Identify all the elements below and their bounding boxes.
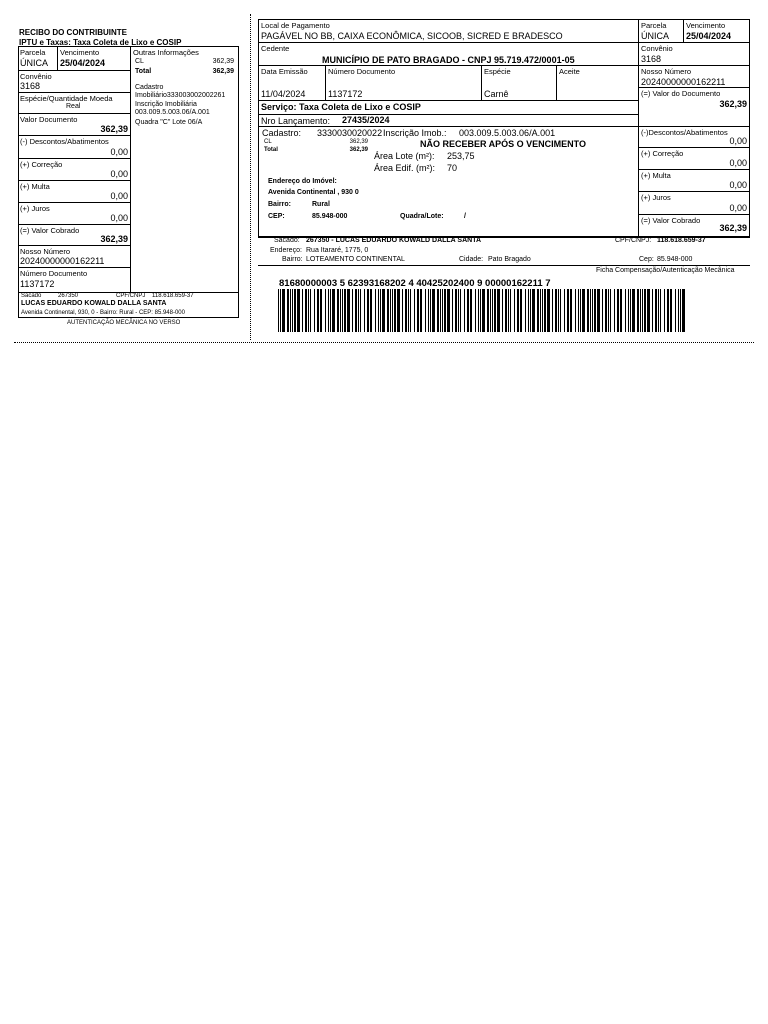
barcode-bar <box>647 289 650 332</box>
slip-juros-label: (+) Juros <box>641 193 671 202</box>
barcode-bar <box>320 289 322 332</box>
barcode-bar <box>658 289 659 332</box>
slip-endereco2-value: Rua Itararé, 1775, 0 <box>306 247 369 254</box>
barcode-bar <box>282 289 285 332</box>
barcode-bar <box>467 289 469 332</box>
barcode-bar <box>614 289 615 332</box>
receipt-title: RECIBO DO CONTRIBUINTE <box>19 28 127 37</box>
barcode-bar <box>402 289 403 332</box>
barcode-bar <box>370 289 372 332</box>
slip-sacado-line: 267350 - LUCAS EDUARDO KOWALD DALLA SANTA <box>306 237 482 244</box>
receipt-outras-label: Outras Informações <box>133 48 199 57</box>
slip-valor-doc-label: (=) Valor do Documento <box>641 89 721 98</box>
barcode-bar <box>655 289 657 332</box>
slip-cidade-value: Pato Bragado <box>488 256 531 263</box>
barcode-bar <box>490 289 491 332</box>
slip-especie-label: Espécie <box>484 67 511 76</box>
barcode-bar <box>667 289 669 332</box>
barcode-bar <box>290 289 291 332</box>
barcode-bar <box>444 289 446 332</box>
barcode-bar <box>644 289 646 332</box>
barcode-bar <box>487 289 489 332</box>
barcode-bar <box>410 289 411 332</box>
barcode-bar <box>305 289 307 332</box>
slip-cpf-label: CPF/CNPJ: <box>615 237 652 244</box>
barcode-bar <box>332 289 335 332</box>
slip-multa-value: 0,00 <box>729 180 747 190</box>
barcode-bar <box>617 289 619 332</box>
barcode-bar <box>632 289 635 332</box>
slip-bairro-label: Bairro: <box>268 201 291 208</box>
receipt-correcao-label: (+) Correção <box>20 160 63 169</box>
barcode-bar <box>610 289 611 332</box>
slip-cedente-value: MUNICÍPIO DE PATO BRAGADO - CNPJ 95.719.472/0001-05 <box>322 55 575 65</box>
barcode-bar <box>514 289 515 332</box>
slip-endereco-label: Endereço do Imóvel: <box>268 178 337 185</box>
barcode-bar <box>678 289 679 332</box>
slip-cep2-value: 85.948-000 <box>657 256 693 263</box>
barcode-bar <box>328 289 329 332</box>
barcode-bar <box>378 289 379 332</box>
slip-cedente-label: Cedente <box>261 44 290 53</box>
receipt-subtitle: IPTU e Taxas: Taxa Coleta de Lixo e COSIP <box>19 38 182 47</box>
slip-total-value: 362,39 <box>349 147 368 153</box>
receipt-cobrado-label: (=) Valor Cobrado <box>20 226 80 235</box>
barcode-bar <box>358 289 359 332</box>
cut-line-horizontal <box>14 342 754 343</box>
barcode-bar <box>308 289 309 332</box>
receipt-multa-value: 0,00 <box>110 191 128 201</box>
barcode-bar <box>310 289 311 332</box>
receipt-inscricao-line2: 003.009.5.003.06/A.001 <box>135 109 210 116</box>
receipt-especie-value: Real <box>66 103 81 110</box>
receipt-convenio-label: Convênio <box>20 72 52 81</box>
receipt-sacado-code: 267350 <box>58 293 79 299</box>
barcode-bar <box>475 289 476 332</box>
barcode-bar <box>437 289 439 332</box>
barcode-bar <box>297 289 300 332</box>
barcode-bar <box>458 289 459 332</box>
barcode-bar <box>325 289 326 332</box>
barcode-bar <box>660 289 661 332</box>
slip-vencimento-value: 25/04/2024 <box>686 31 732 41</box>
slip-inscricao-value: 003.009.5.003.06/A.001 <box>459 128 556 138</box>
barcode-bar <box>492 289 493 332</box>
barcode-bar <box>278 289 279 332</box>
receipt-juros-value: 0,00 <box>110 213 128 223</box>
slip-area-lote-value: 253,75 <box>447 151 475 161</box>
receipt-numdoc-label: Número Documento <box>20 269 88 278</box>
receipt-numdoc-value: 1137172 <box>20 279 55 289</box>
barcode-bar <box>455 289 457 332</box>
slip-area-edif-value: 70 <box>447 163 458 173</box>
barcode-bar <box>602 289 603 332</box>
barcode-bar <box>530 289 531 332</box>
receipt-sacado-address: Avenida Continental, 930, 0 - Bairro: Rural - CEP: 85.948-000 <box>21 310 185 316</box>
receipt-juros-label: (+) Juros <box>20 204 50 213</box>
barcode-bar <box>482 289 485 332</box>
slip-parcela-value: ÚNICA <box>641 31 670 41</box>
barcode-bar <box>380 289 381 332</box>
receipt-cadastro-line2: Imobiliário333003002002261 <box>135 92 226 99</box>
slip-vencimento-label: Vencimento <box>686 21 726 30</box>
barcode-bar <box>478 289 479 332</box>
barcode-bar <box>555 289 557 332</box>
barcode-bar <box>387 289 389 332</box>
slip-correcao-label: (+) Correção <box>641 149 684 158</box>
barcode-bar <box>590 289 591 332</box>
barcode <box>278 289 686 332</box>
slip-nosso-label: Nosso Número <box>641 67 692 76</box>
slip-parcela-label: Parcela <box>641 21 667 30</box>
barcode-bar <box>580 289 581 332</box>
barcode-bar <box>428 289 429 332</box>
slip-local-label: Local de Pagamento <box>261 21 330 30</box>
barcode-bar <box>480 289 481 332</box>
barcode-bar <box>594 289 596 332</box>
receipt-total-value: 362,39 <box>212 68 234 75</box>
barcode-bar <box>355 289 357 332</box>
barcode-bar <box>420 289 422 332</box>
barcode-bar <box>405 289 407 332</box>
barcode-bar <box>570 289 572 332</box>
receipt-cl-value: 362,39 <box>212 58 234 65</box>
barcode-bar <box>464 289 465 332</box>
receipt-vencimento-label: Vencimento <box>60 48 100 57</box>
slip-data-emissao-value: 11/04/2024 <box>261 89 306 99</box>
slip-convenio-label: Convênio <box>641 44 673 53</box>
receipt-correcao-value: 0,00 <box>110 169 128 179</box>
barcode-bar <box>520 289 522 332</box>
barcode-bar <box>390 289 391 332</box>
slip-servico: Serviço: Taxa Coleta de Lixo e COSIP <box>261 102 421 112</box>
receipt-parcela-label: Parcela <box>20 48 46 57</box>
barcode-bar <box>314 289 315 332</box>
slip-cobrado-value: 362,39 <box>719 223 747 233</box>
barcode-bar <box>567 289 569 332</box>
barcode-bar <box>608 289 609 332</box>
barcode-bar <box>394 289 396 332</box>
barcode-bar <box>360 289 361 332</box>
receipt-cobrado-value: 362,39 <box>100 234 128 244</box>
slip-convenio-value: 3168 <box>641 54 662 64</box>
receipt-parcela-value: ÚNICA <box>20 58 49 68</box>
receipt-cadastro-line1: Cadastro <box>135 84 164 91</box>
barcode-bar <box>397 289 400 332</box>
barcode-bar <box>425 289 426 332</box>
receipt-descontos-label: (-) Descontos/Abatimentos <box>20 137 109 146</box>
slip-nosso-value: 20240000000162211 <box>641 77 726 87</box>
barcode-bar <box>508 289 509 332</box>
slip-nao-receber: NÃO RECEBER APÓS O VENCIMENTO <box>420 139 587 149</box>
slip-bairro2-value: LOTEAMENTO CONTINENTAL <box>306 256 405 263</box>
barcode-bar <box>497 289 500 332</box>
barcode-bar <box>587 289 589 332</box>
barcode-bar <box>392 289 393 332</box>
barcode-bar <box>414 289 415 332</box>
barcode-bar <box>652 289 653 332</box>
receipt-multa-label: (+) Multa <box>20 182 50 191</box>
barcode-bar <box>280 289 281 332</box>
slip-cpf-value: 118.618.659-37 <box>657 237 706 244</box>
barcode-bar <box>352 289 353 332</box>
slip-endereco-value: Avenida Continental , 930 0 <box>268 189 359 196</box>
receipt-nosso-value: 20240000000162211 <box>20 256 105 266</box>
barcode-bar <box>578 289 579 332</box>
barcode-bar <box>408 289 409 332</box>
barcode-bar <box>670 289 672 332</box>
receipt-total-label: Total <box>135 68 152 75</box>
barcode-bar <box>502 289 503 332</box>
barcode-bar <box>292 289 293 332</box>
slip-cl-value: 362,39 <box>349 139 368 145</box>
slip-juros-value: 0,00 <box>729 203 747 213</box>
barcode-bar <box>344 289 346 332</box>
barcode-bar <box>342 289 343 332</box>
barcode-bar <box>547 289 550 332</box>
slip-local-value: PAGÁVEL NO BB, CAIXA ECONÔMICA, SICOOB, SICRED E BRADESCO <box>261 31 563 41</box>
barcode-bar <box>440 289 441 332</box>
barcode-bar <box>532 289 535 332</box>
barcode-bar <box>442 289 443 332</box>
receipt-vencimento-value: 25/04/2024 <box>60 58 106 68</box>
slip-total-label: Total <box>264 147 278 153</box>
slip-inscricao-label: Inscrição Imob.: <box>383 128 447 138</box>
barcode-bar <box>560 289 561 332</box>
slip-quadra-label: Quadra/Lote: <box>400 213 444 220</box>
barcode-bar <box>347 289 350 332</box>
barcode-bar <box>552 289 553 332</box>
barcode-bar <box>592 289 593 332</box>
slip-cl-label: CL <box>264 139 272 145</box>
barcode-bar <box>682 289 685 332</box>
barcode-bar <box>447 289 450 332</box>
barcode-bar <box>430 289 431 332</box>
slip-descontos-label: (-)Descontos/Abatimentos <box>641 128 728 137</box>
slip-area-lote-label: Área Lote (m²): <box>374 151 435 161</box>
barcode-bar <box>528 289 529 332</box>
barcode-bar <box>452 289 453 332</box>
barcode-bar <box>510 289 511 332</box>
barcode-bar <box>540 289 541 332</box>
slip-data-emissao-label: Data Emissão <box>261 67 308 76</box>
slip-multa-label: (+) Multa <box>641 171 671 180</box>
barcode-bar <box>287 289 289 332</box>
slip-endereco2-label: Endereço: <box>270 247 302 254</box>
barcode-bar <box>575 289 576 332</box>
barcode-bar <box>680 289 681 332</box>
barcode-bar <box>317 289 319 332</box>
slip-ficha: Ficha Compensação/Autenticação Mecânica <box>596 267 735 274</box>
barcode-bar <box>337 289 339 332</box>
barcode-bar <box>620 289 622 332</box>
slip-cep2-label: Cep: <box>639 256 654 263</box>
receipt-valor-doc-value: 362,39 <box>100 124 128 134</box>
slip-quadra-value: / <box>464 213 466 220</box>
barcode-bar <box>417 289 419 332</box>
slip-nro-lanc-value: 27435/2024 <box>342 115 390 125</box>
barcode-bar <box>628 289 629 332</box>
slip-aceite-label: Aceite <box>559 67 580 76</box>
barcode-bar <box>558 289 559 332</box>
slip-especie-value: Carnê <box>484 89 509 99</box>
receipt-sacado-label: Sacado <box>21 293 42 299</box>
receipt-cl-label: CL <box>135 58 144 65</box>
receipt-nosso-label: Nosso Número <box>20 247 71 256</box>
receipt-quadra-line: Quadra "C" Lote 06/A <box>135 119 203 126</box>
barcode-bar <box>637 289 639 332</box>
slip-numero-doc-label: Número Documento <box>328 67 396 76</box>
barcode-bar <box>525 289 526 332</box>
slip-area-edif-label: Área Edif. (m²): <box>374 163 436 173</box>
barcode-bar <box>640 289 641 332</box>
receipt-cpf-value: 118.618.659-37 <box>152 293 194 299</box>
receipt-especie-label: Espécie/Quantidade Moeda <box>20 94 113 103</box>
slip-valor-doc-value: 362,39 <box>719 99 747 109</box>
barcode-bar <box>302 289 303 332</box>
barcode-bar <box>330 289 331 332</box>
barcode-bar <box>432 289 435 332</box>
barcode-bar <box>517 289 519 332</box>
barcode-bar <box>564 289 565 332</box>
receipt-cpf-label: CPF/CNPJ <box>116 293 146 299</box>
barcode-bar <box>664 289 665 332</box>
receipt-convenio-value: 3168 <box>20 81 41 91</box>
barcode-bar <box>367 289 369 332</box>
barcode-bar <box>630 289 631 332</box>
barcode-bar <box>364 289 365 332</box>
slip-bairro-value: Rural <box>312 201 330 208</box>
receipt-sacado-name: LUCAS EDUARDO KOWALD DALLA SANTA <box>21 300 167 307</box>
barcode-bar <box>340 289 341 332</box>
receipt-valor-doc-label: Valor Documento <box>20 115 78 124</box>
barcode-bar <box>605 289 607 332</box>
slip-descontos-value: 0,00 <box>729 136 747 146</box>
slip-cep-label: CEP: <box>268 213 285 220</box>
barcode-bar <box>544 289 546 332</box>
slip-linha-digitavel: 81680000003 5 62393168202 4 40425202400 9 00000162211 7 <box>279 278 551 289</box>
barcode-bar <box>382 289 385 332</box>
barcode-bar <box>505 289 507 332</box>
receipt-autenticacao: AUTENTICAÇÃO MECÂNICA NO VERSO <box>67 320 181 326</box>
barcode-bar <box>494 289 496 332</box>
slip-cadastro-value: 3330030020022 <box>317 128 383 138</box>
barcode-bar <box>642 289 643 332</box>
barcode-bar <box>597 289 600 332</box>
barcode-bar <box>542 289 543 332</box>
slip-nro-lanc-label: Nro Lançamento: <box>261 116 331 126</box>
cut-line-vertical <box>250 14 251 340</box>
slip-numero-doc-value: 1137172 <box>328 89 363 99</box>
barcode-bar <box>625 289 626 332</box>
slip-cidade-label: Cidade: <box>459 256 484 263</box>
receipt-inscricao-line1: Inscrição Imobiliária <box>135 101 197 108</box>
barcode-bar <box>470 289 472 332</box>
slip-cadastro-label: Cadastro: <box>262 128 302 138</box>
slip-bairro2-label: Bairro: <box>282 256 303 263</box>
barcode-bar <box>460 289 461 332</box>
barcode-bar <box>537 289 539 332</box>
barcode-bar <box>582 289 585 332</box>
slip-cep-value: 85.948-000 <box>312 213 348 220</box>
slip-cobrado-label: (=) Valor Cobrado <box>641 216 701 225</box>
barcode-bar <box>294 289 296 332</box>
barcode-bar <box>375 289 376 332</box>
slip-sacado-label: Sacado: <box>274 237 300 244</box>
slip-correcao-value: 0,00 <box>729 158 747 168</box>
receipt-descontos-value: 0,00 <box>110 147 128 157</box>
barcode-bar <box>675 289 676 332</box>
